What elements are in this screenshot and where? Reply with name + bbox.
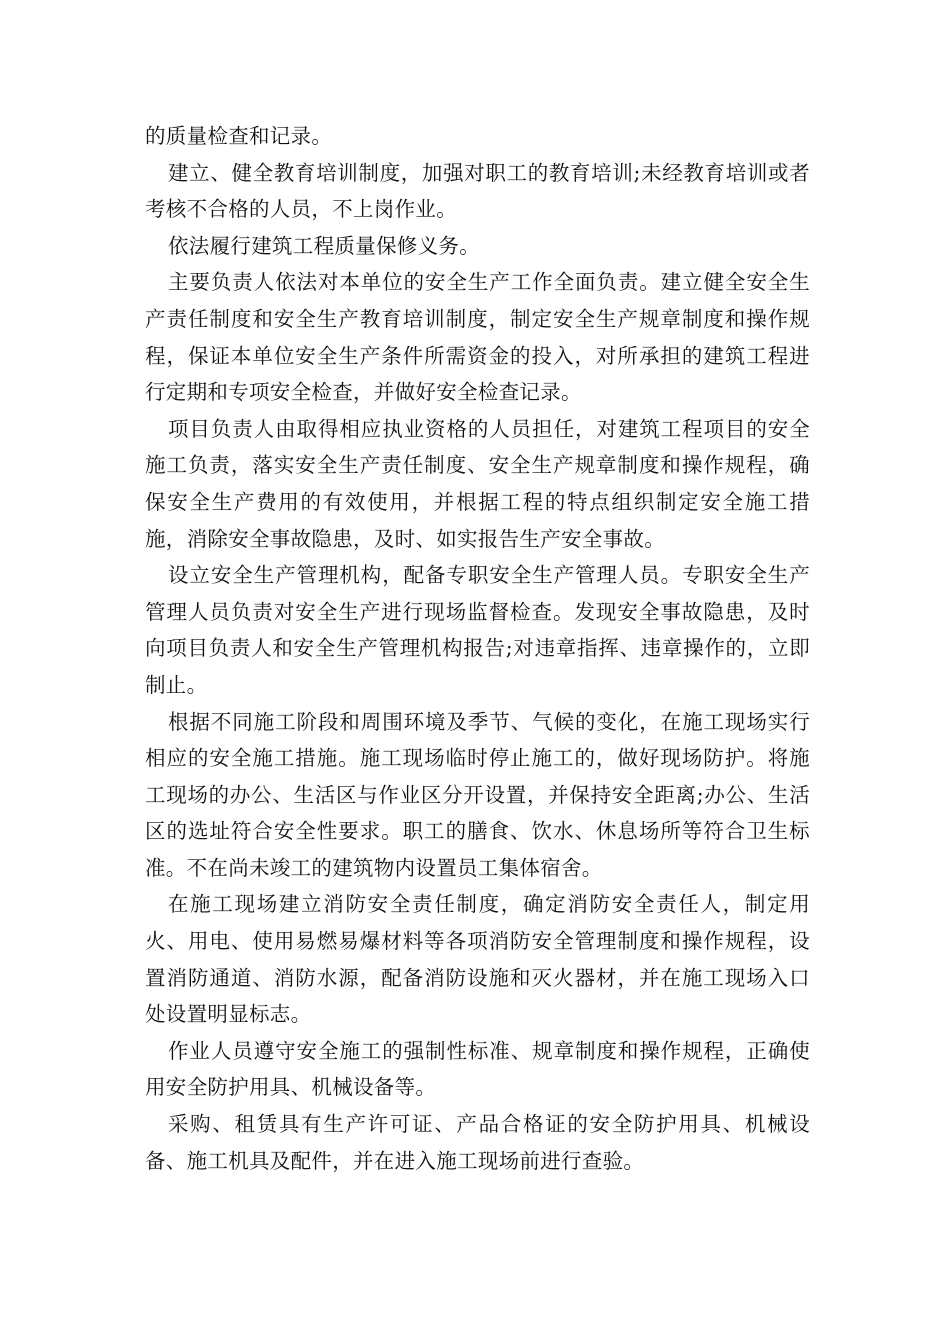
paragraph-6: 设立安全生产管理机构，配备专职安全生产管理人员。专职安全生产管理人员负责对安全生产进行现场监督检查。发现安全事故隐患，及时向项目负责人和安全生产管理机构报告;对违章指挥、违章操作的，立即制止。 bbox=[145, 563, 810, 697]
paragraph-8: 在施工现场建立消防安全责任制度，确定消防安全责任人，制定用火、用电、使用易燃易爆材料等各项消防安全管理制度和操作规程，设置消防通道、消防水源，配备消防设施和灭火器材，并在施工现场入口处设置明显标志。 bbox=[145, 892, 810, 1027]
paragraph-7: 根据不同施工阶段和周围环境及季节、气候的变化，在施工现场实行相应的安全施工措施。施工现场临时停止施工的，做好现场防护。将施工现场的办公、生活区与作业区分开设置，并保持安全距离;办公、生活区的选址符合安全性要求。职工的膳食、饮水、休息场所等符合卫生标准。不在尚未竣工的建筑物内设置员工集体宿舍。 bbox=[145, 709, 810, 880]
paragraph-9: 作业人员遵守安全施工的强制性标准、规章制度和操作规程，正确使用安全防护用具、机械设备等。 bbox=[145, 1038, 810, 1100]
paragraph-1: 的质量检查和记录。 bbox=[145, 124, 333, 148]
document-body bbox=[145, 118, 810, 1179]
paragraph-2: 建立、健全教育培训制度，加强对职工的教育培训;未经教育培训或者考核不合格的人员，不上岗作业。 bbox=[145, 160, 810, 222]
paragraph-5: 项目负责人由取得相应执业资格的人员担任，对建筑工程项目的安全施工负责，落实安全生产责任制度、安全生产规章制度和操作规程，确保安全生产费用的有效使用，并根据工程的特点组织制定安全施工措施，消除安全事故隐患，及时、如实报告生产安全事故。 bbox=[145, 416, 810, 551]
paragraph-10: 采购、租赁具有生产许可证、产品合格证的安全防护用具、机械设备、施工机具及配件，并在进入施工现场前进行查验。 bbox=[145, 1112, 810, 1173]
paragraph-4: 主要负责人依法对本单位的安全生产工作全面负责。建立健全安全生产责任制度和安全生产教育培训制度，制定安全生产规章制度和操作规程，保证本单位安全生产条件所需资金的投入，对所承担的建筑工程进行定期和专项安全检查，并做好安全检查记录。 bbox=[145, 270, 810, 405]
paragraph-3: 依法履行建筑工程质量保修义务。 bbox=[168, 233, 480, 258]
